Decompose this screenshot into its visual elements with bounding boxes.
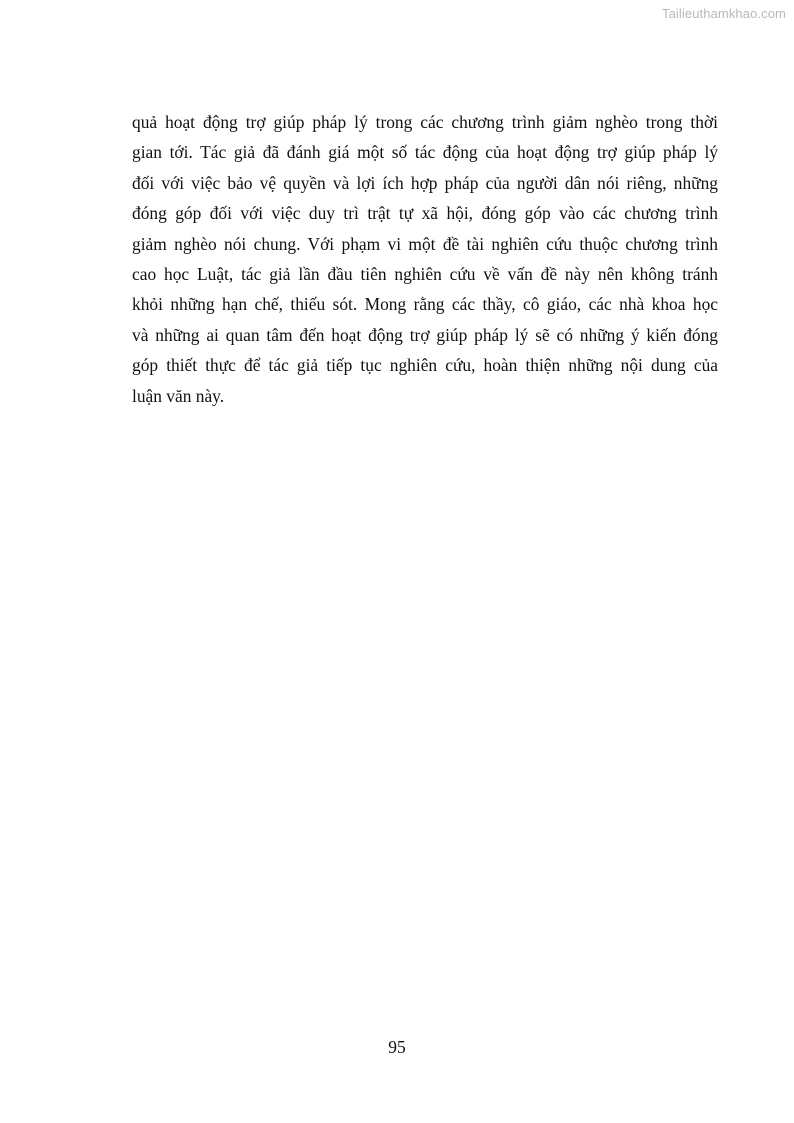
paragraph-line: và những ai quan tâm đến hoạt động trợ giúp pháp lý sẽ có những ý kiến đóng (132, 324, 718, 345)
paragraph-line: gian tới. Tác giả đã đánh giá một số tác động của hoạt động trợ giúp pháp lý (132, 142, 718, 163)
paragraph-line: luận văn này. (132, 385, 225, 406)
paragraph-line: đối với việc bảo vệ quyền và lợi ích hợp pháp của người dân nói riêng, những (132, 172, 718, 193)
paragraph-line: khỏi những hạn chế, thiếu sót. Mong rằng các thầy, cô giáo, các nhà khoa học (132, 294, 718, 315)
paragraph-line: quả hoạt động trợ giúp pháp lý trong các chương trình giảm nghèo trong thời (132, 112, 718, 132)
paragraph-line: đóng góp đối với việc duy trì trật tự xã hội, đóng góp vào các chương trình (132, 203, 718, 224)
paragraph-line: góp thiết thực để tác giả tiếp tục nghiên cứu, hoàn thiện những nội dung của (132, 355, 718, 376)
paragraph-line: giảm nghèo nói chung. Với phạm vi một đề tài nghiên cứu thuộc chương trình (132, 233, 718, 254)
page-number: 95 (388, 1037, 406, 1057)
body-paragraph (132, 107, 718, 411)
watermark: Tailieuthamkhao.com (661, 6, 786, 21)
paragraph-line: cao học Luật, tác giả lần đầu tiên nghiên cứu về vấn đề này nên không tránh (132, 264, 718, 285)
